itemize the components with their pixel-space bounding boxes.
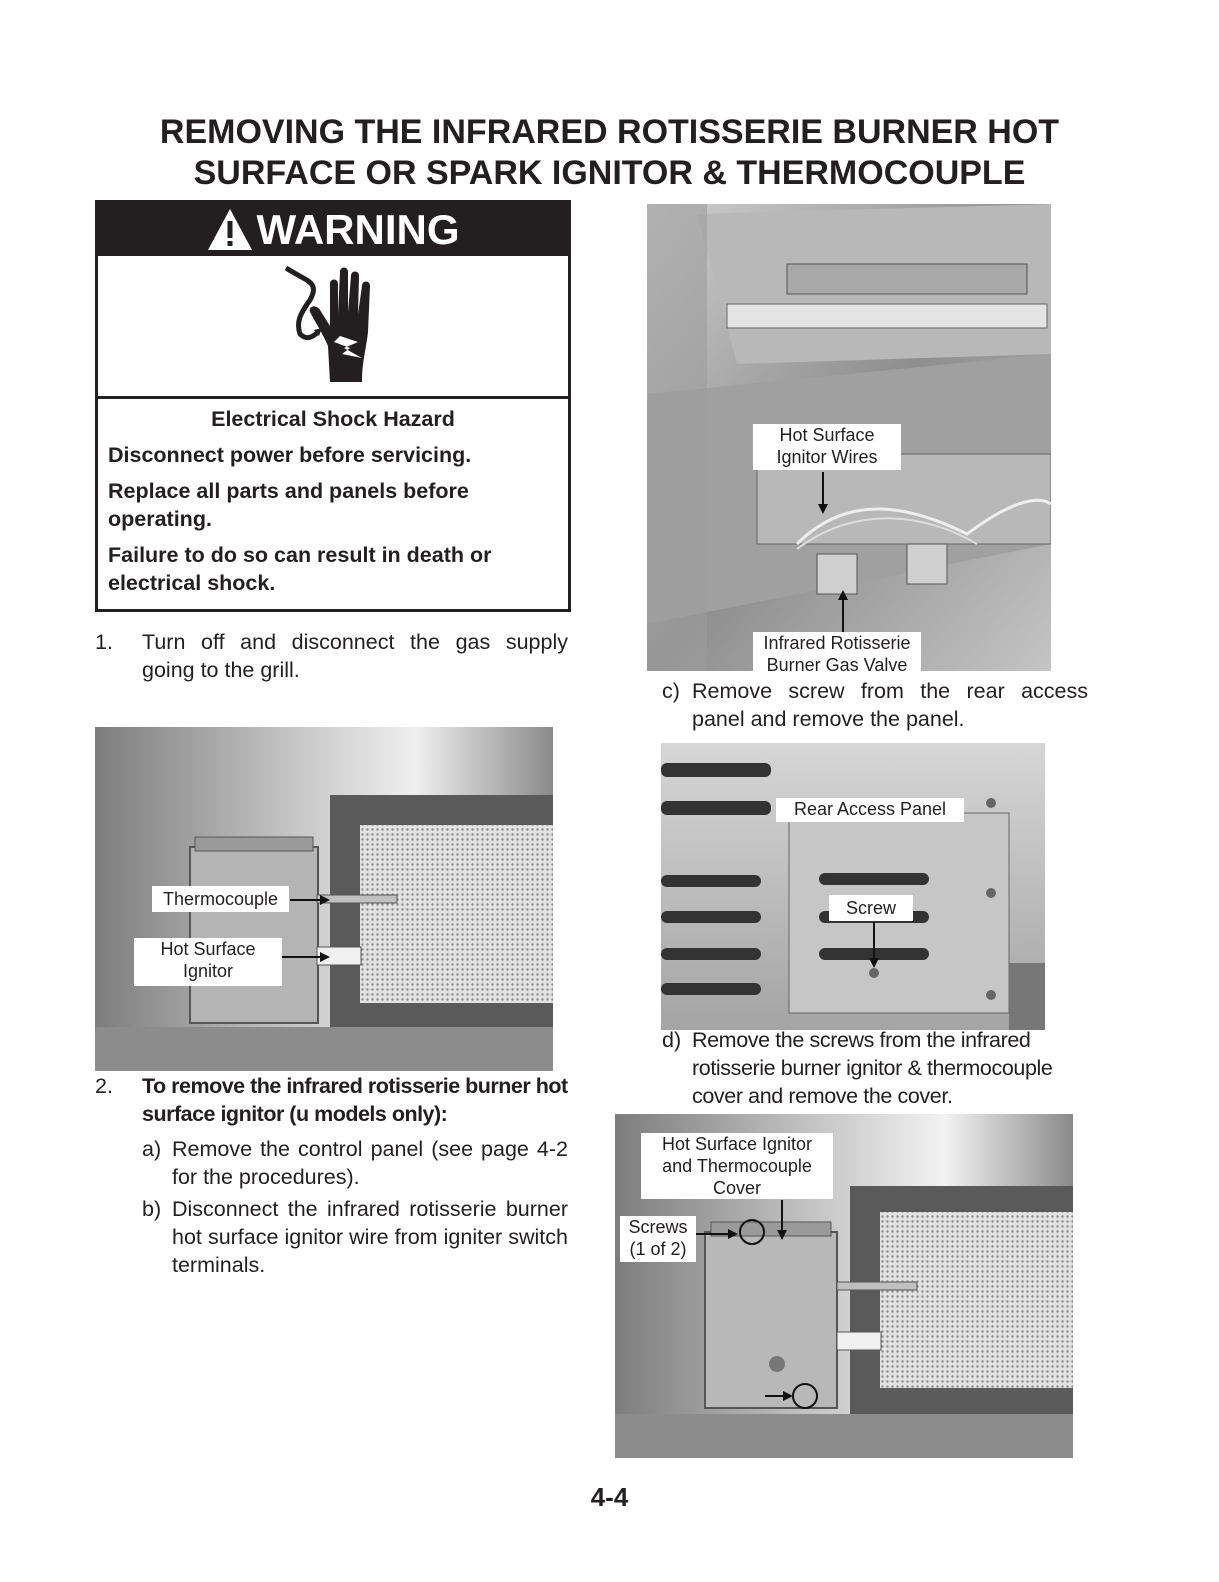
cover-label-line-3: Cover — [712, 1178, 761, 1198]
wires-label-line-2: Ignitor Wires — [776, 447, 878, 467]
step-c-letter: c) — [662, 679, 680, 703]
screw-arrow — [864, 922, 884, 972]
step-b-text: Disconnect the infrared rotisserie burner hot surface ignitor wire from igniter switch terminals. — [172, 1197, 568, 1277]
cover-label — [641, 1133, 833, 1199]
ignitor-wires-label — [753, 424, 901, 470]
step-d-text: Remove the screws from the infrared rotisserie burner ignitor & thermocouple cover and remove the cover. — [692, 1028, 1053, 1108]
valve-label-line-1: Infrared Rotisserie — [763, 633, 911, 653]
screw-label: Screw — [829, 895, 913, 921]
gas-valve-label — [753, 632, 921, 676]
hazard-title: Electrical Shock Hazard — [211, 407, 455, 431]
step2-number: 2. — [95, 1074, 113, 1098]
step-b-letter: b) — [142, 1197, 162, 1221]
warning-box — [95, 200, 571, 612]
screws-label — [620, 1216, 696, 1262]
step-d-letter: d) — [662, 1028, 682, 1052]
step-a-letter: a) — [142, 1137, 162, 1161]
warning-line-1: Disconnect power before servicing. — [108, 443, 472, 467]
ignitor-label-line-2: Ignitor — [182, 961, 234, 981]
electrical-shock-hand-icon — [278, 262, 398, 387]
rear-panel-photo — [661, 743, 1045, 1030]
rotisserie-arrows — [810, 470, 860, 635]
thermocouple-label: Thermocouple — [152, 886, 289, 912]
step1-number: 1. — [95, 630, 113, 654]
step-c-text: Remove screw from the rear access panel and remove the panel. — [692, 679, 1088, 731]
ignitor-label-line-1: Hot Surface — [160, 939, 256, 959]
cover-label-line-2: and Thermocouple — [662, 1156, 812, 1176]
step1-text: Turn off and disconnect the gas supply going to the grill. — [142, 630, 568, 682]
step2-text: To remove the infrared rotisserie burner hot surface ignitor (u models only): — [142, 1074, 568, 1126]
page-number: 4-4 — [590, 1482, 629, 1512]
warning-line-2: Replace all parts and panels before operating. — [108, 479, 469, 531]
burner-front-arrows — [280, 890, 360, 970]
rear-access-panel-label: Rear Access Panel — [776, 798, 964, 822]
step-a-text: Remove the control panel (see page 4-2 for the procedures). — [172, 1137, 568, 1189]
cover-arrows — [694, 1198, 794, 1248]
rear-panel-image — [661, 743, 1045, 1030]
wires-label-line-1: Hot Surface — [779, 425, 875, 445]
warning-header — [98, 203, 568, 256]
warning-text — [108, 405, 558, 605]
hot-surface-ignitor-label — [134, 938, 282, 986]
warning-line-3: Failure to do so can result in death or electrical shock. — [108, 543, 492, 595]
warning-triangle-icon — [207, 207, 253, 253]
screws-label-line-1: Screws — [628, 1217, 688, 1237]
screws-label-line-2: (1 of 2) — [629, 1239, 687, 1259]
title-line-1: REMOVING THE INFRARED ROTISSERIE BURNER HOT — [159, 113, 1060, 151]
title-line-2: SURFACE OR SPARK IGNITOR & THERMOCOUPLE — [193, 154, 1026, 192]
page-title — [0, 112, 1219, 194]
warning-label: WARNING — [256, 206, 460, 253]
valve-label-line-2: Burner Gas Valve — [766, 655, 908, 675]
warning-symbol-area — [98, 256, 568, 399]
cover-label-line-1: Hot Surface Ignitor — [661, 1134, 813, 1154]
